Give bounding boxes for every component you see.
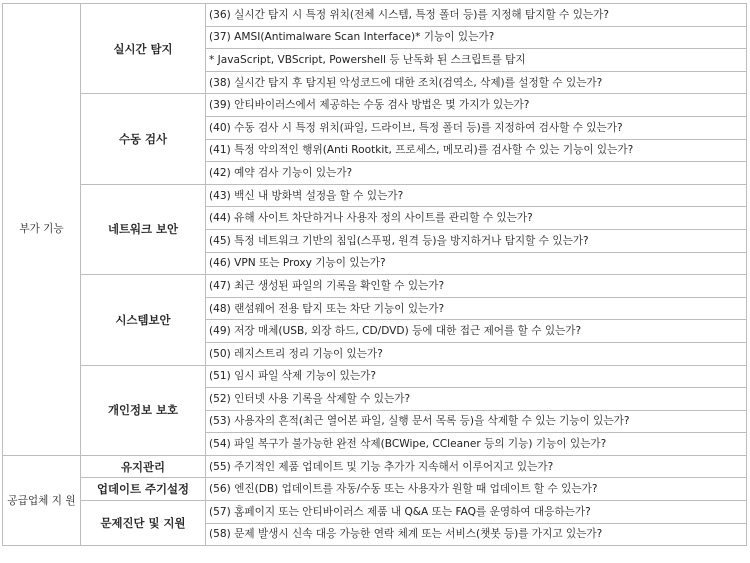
table-row bbox=[3, 4, 747, 27]
criterion-item: (58) 문제 발생시 신속 대응 가능한 연락 체계 또는 서비스(챗봇 등)를 가지고 있는가? bbox=[206, 523, 747, 546]
criterion-item: (45) 특정 네트워크 기반의 침입(스푸핑, 원격 등)을 방지하거나 탐지할 수 있는가? bbox=[206, 229, 747, 252]
criterion-item: (42) 예약 검사 기능이 있는가? bbox=[206, 162, 747, 185]
criteria-table bbox=[2, 3, 747, 546]
table-row bbox=[3, 275, 747, 298]
criterion-item: (43) 백신 내 방화벽 설정을 할 수 있는가? bbox=[206, 184, 747, 207]
category-label: 공급업체 지 원 bbox=[3, 455, 81, 545]
criterion-item: (50) 레지스트리 정리 기능이 있는가? bbox=[206, 342, 747, 365]
table-row bbox=[3, 365, 747, 388]
criterion-item: (40) 수동 검사 시 특정 위치(파일, 드라이브, 특정 폴더 등)를 지정하여 검사할 수 있는가? bbox=[206, 116, 747, 139]
criterion-item: (47) 최근 생성된 파일의 기록을 확인할 수 있는가? bbox=[206, 275, 747, 298]
criterion-item: (53) 사용자의 흔적(최근 열어본 파일, 실행 문서 목록 등)을 삭제할 수 있는 기능이 있는가? bbox=[206, 410, 747, 433]
criterion-item: (44) 유해 사이트 차단하거나 사용자 정의 사이트를 관리할 수 있는가? bbox=[206, 207, 747, 230]
criterion-item: (54) 파일 복구가 불가능한 완전 삭제(BCWipe, CCleaner 등의 기능) 기능이 있는가? bbox=[206, 433, 747, 456]
criterion-item: (36) 실시간 탐지 시 특정 위치(전체 시스템, 특정 폴더 등)를 지정해 탐지할 수 있는가? bbox=[206, 4, 747, 27]
group-label: 네트워크 보안 bbox=[81, 184, 206, 274]
criterion-item: (46) VPN 또는 Proxy 기능이 있는가? bbox=[206, 252, 747, 275]
criterion-item: (41) 특정 악의적인 행위(Anti Rootkit, 프로세스, 메모리)를 검사할 수 있는 기능이 있는가? bbox=[206, 139, 747, 162]
criterion-item: (55) 주기적인 제품 업데이트 및 기능 추가가 지속해서 이루어지고 있는가? bbox=[206, 455, 747, 478]
criterion-item: (48) 랜섬웨어 전용 탐지 또는 차단 기능이 있는가? bbox=[206, 297, 747, 320]
criterion-item: (51) 임시 파일 삭제 기능이 있는가? bbox=[206, 365, 747, 388]
group-label: 수동 검사 bbox=[81, 94, 206, 184]
criterion-item: (52) 인터넷 사용 기록을 삭제할 수 있는가? bbox=[206, 388, 747, 411]
criterion-item: (49) 저장 매체(USB, 외장 하드, CD/DVD) 등에 대한 접근 제어를 할 수 있는가? bbox=[206, 320, 747, 343]
group-label: 시스템보안 bbox=[81, 275, 206, 365]
table-row bbox=[3, 478, 747, 501]
criterion-item: (38) 실시간 탐지 후 탐지된 악성코드에 대한 조치(검역소, 삭제)를 설정할 수 있는가? bbox=[206, 71, 747, 94]
table-row bbox=[3, 94, 747, 117]
criterion-item: (37) AMSI(Antimalware Scan Interface)* 기능이 있는가? bbox=[206, 26, 747, 49]
category-label: 부가 기능 bbox=[3, 4, 81, 456]
table-row bbox=[3, 501, 747, 524]
group-label: 유지관리 bbox=[81, 455, 206, 478]
criterion-note: * JavaScript, VBScript, Powershell 등 난독화 된 스크립트를 탐지 bbox=[206, 49, 747, 72]
group-label: 업데이트 주기설정 bbox=[81, 478, 206, 501]
table-row bbox=[3, 455, 747, 478]
group-label: 실시간 탐지 bbox=[81, 4, 206, 94]
criterion-item: (39) 안티바이러스에서 제공하는 수동 검사 방법은 몇 가지가 있는가? bbox=[206, 94, 747, 117]
criterion-item: (57) 홈페이지 또는 안티바이러스 제품 내 Q&A 또는 FAQ를 운영하여 대응하는가? bbox=[206, 501, 747, 524]
group-label: 개인정보 보호 bbox=[81, 365, 206, 455]
table-row bbox=[3, 184, 747, 207]
group-label: 문제진단 및 지원 bbox=[81, 501, 206, 546]
criterion-item: (56) 엔진(DB) 업데이트를 자동/수동 또는 사용자가 원할 때 업데이트 할 수 있는가? bbox=[206, 478, 747, 501]
